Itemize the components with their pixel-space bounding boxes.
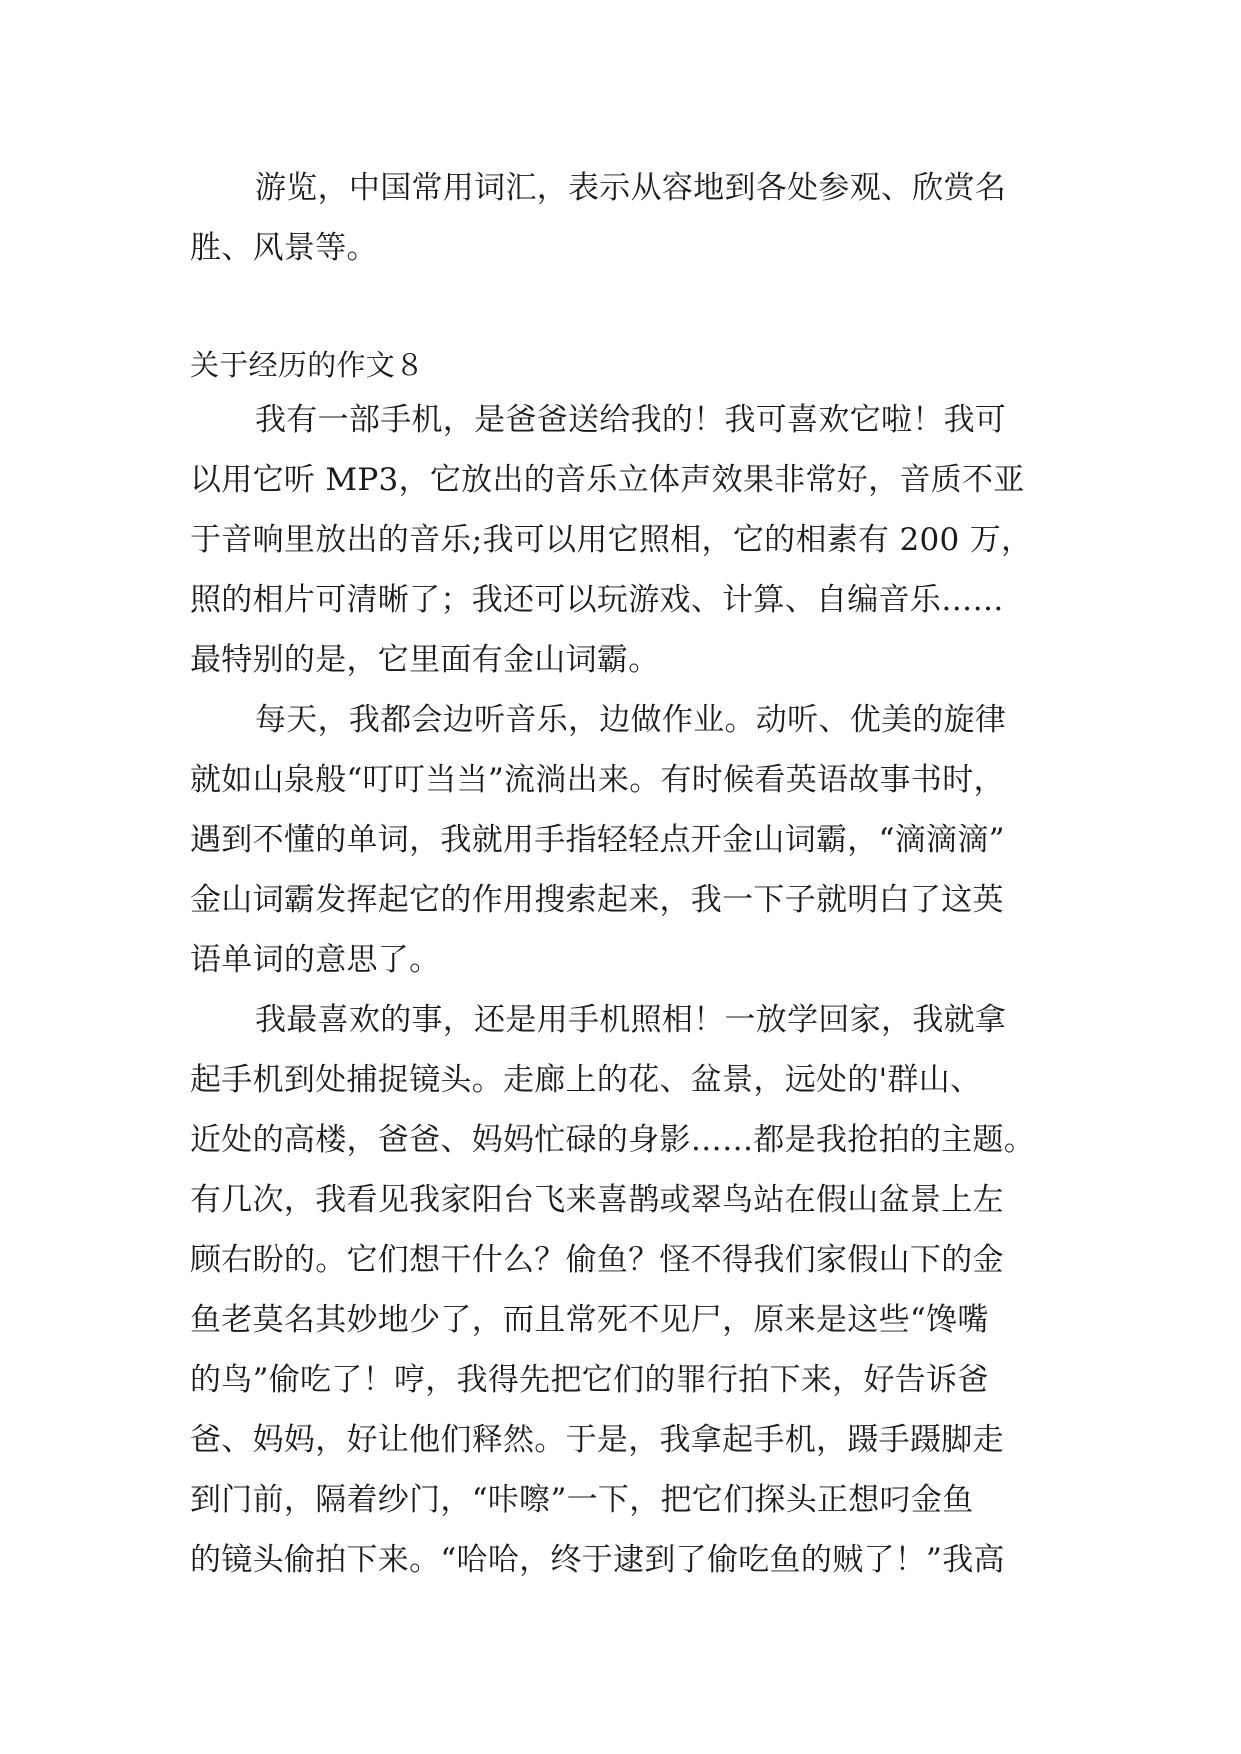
paragraph-line: 以用它听 MP3，它放出的音乐立体声效果非常好，音质不亚 [190, 462, 1025, 498]
paragraph-line: 游览，中国常用词汇，表示从容地到各处参观、欣赏名 [255, 170, 1007, 206]
paragraph-line: 最特别的是，它里面有金山词霸。 [190, 642, 660, 678]
section-heading: 关于经历的作文８ [190, 348, 425, 382]
paragraph-line: 遇到不懂的单词，我就用手指轻轻点开金山词霸，“滴滴滴” [190, 822, 1005, 858]
paragraph-line: 有几次，我看见我家阳台飞来喜鹊或翠鸟站在假山盆景上左 [190, 1182, 1004, 1218]
paragraph-line: 照的相片可清晰了；我还可以玩游戏、计算、自编音乐…… [190, 582, 1004, 618]
paragraph-line: 鱼老莫名其妙地少了，而且常死不见尸，原来是这些“馋嘴 [190, 1302, 989, 1338]
paragraph-line: 语单词的意思了。 [190, 942, 441, 978]
paragraph-line: 每天，我都会边听音乐，边做作业。动听、优美的旋律 [255, 702, 1007, 738]
paragraph-line: 我有一部手机，是爸爸送给我的！我可喜欢它啦！我可 [255, 402, 1007, 438]
paragraph-line: 我最喜欢的事，还是用手机照相！一放学回家，我就拿 [255, 1002, 1007, 1038]
paragraph-line: 顾右盼的。它们想干什么？偷鱼？怪不得我们家假山下的金 [190, 1242, 1004, 1278]
paragraph-line: 就如山泉般“叮叮当当”流淌出来。有时候看英语故事书时， [190, 762, 1005, 798]
paragraph-line: 起手机到处捕捉镜头。走廊上的花、盆景，远处的'群山、 [190, 1062, 982, 1098]
paragraph-line: 的鸟”偷吃了！哼，我得先把它们的罪行拍下来，好告诉爸 [190, 1362, 989, 1398]
paragraph-line: 于音响里放出的音乐;我可以用它照相，它的相素有 200 万， [190, 522, 1033, 558]
paragraph-line: 金山词霸发挥起它的作用搜索起来，我一下子就明白了这英 [190, 882, 1004, 918]
paragraph-line: 爸、妈妈，好让他们释然。于是，我拿起手机，蹑手蹑脚走 [190, 1422, 1004, 1458]
paragraph-line: 的镜头偷拍下来。“哈哈，终于逮到了偷吃鱼的贼了！”我高 [190, 1542, 1005, 1578]
paragraph-line: 到门前，隔着纱门，“咔嚓”一下，把它们探头正想叼金鱼 [190, 1482, 974, 1518]
paragraph-line: 近处的高楼，爸爸、妈妈忙碌的身影……都是我抢拍的主题。 [190, 1122, 1036, 1158]
paragraph-line: 胜、风景等。 [190, 230, 378, 266]
